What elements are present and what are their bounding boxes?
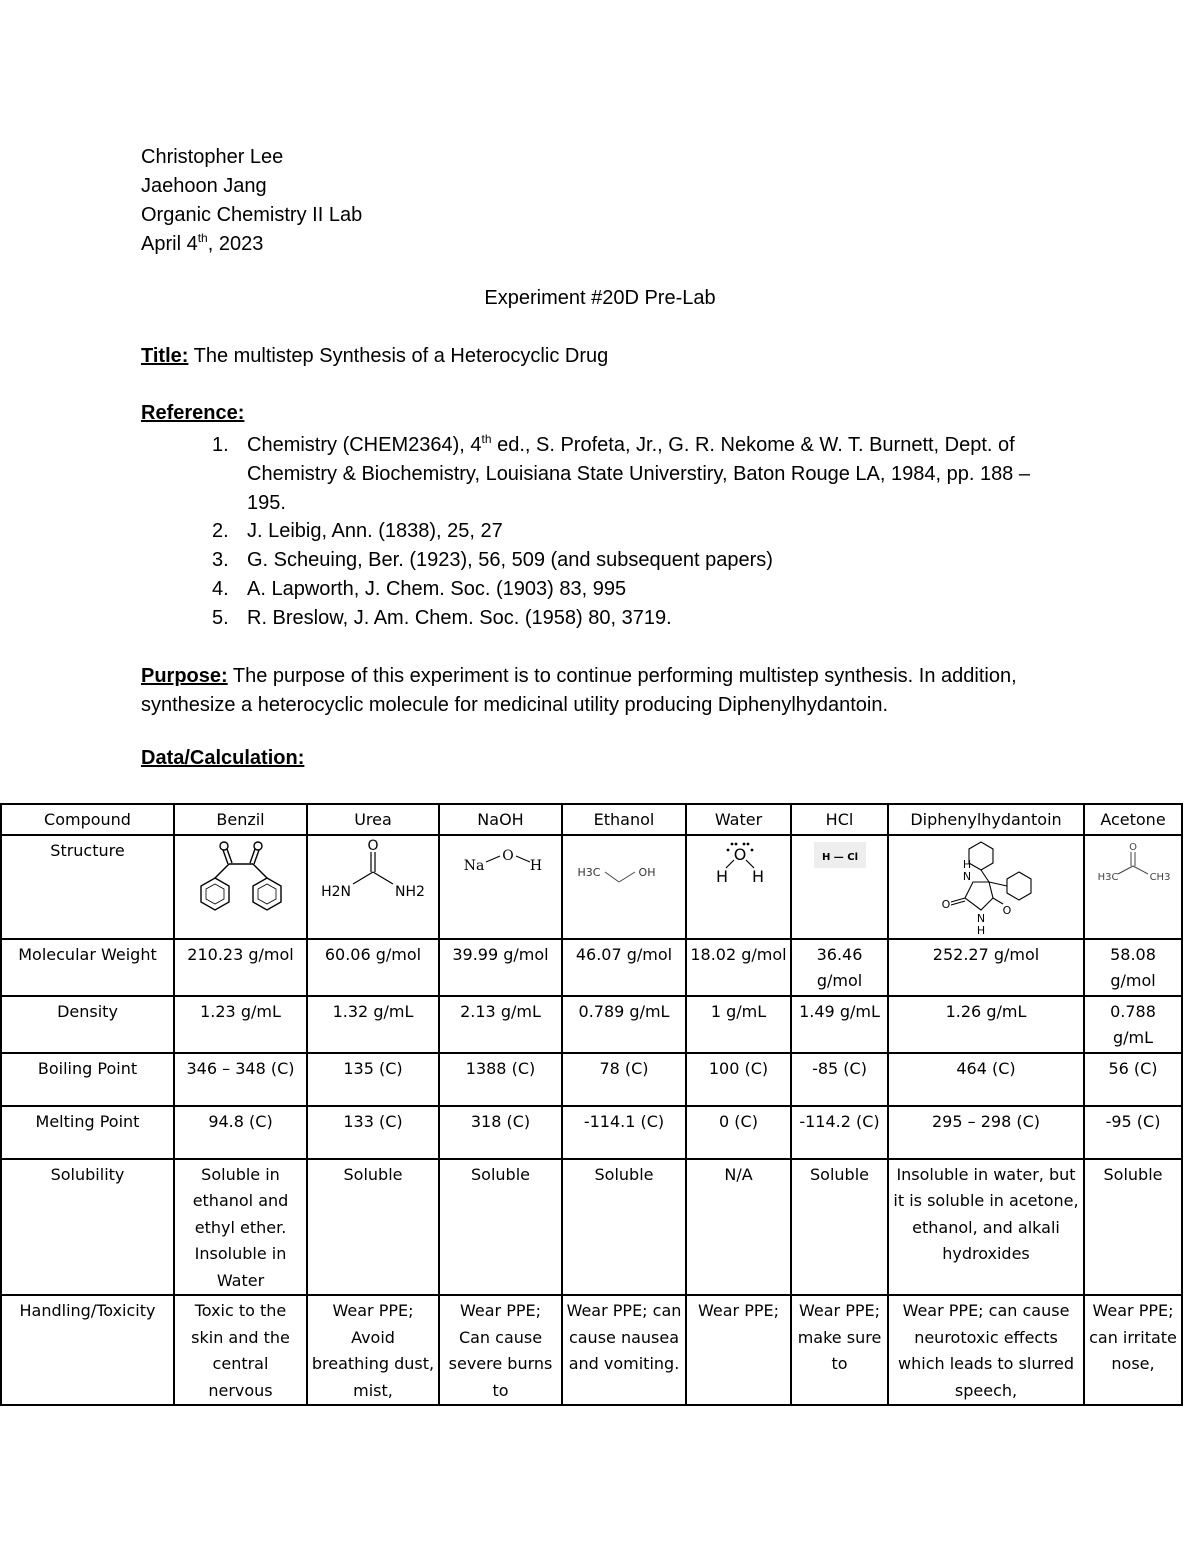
reference-heading: [141, 402, 244, 425]
table-cell: -114.2 (C): [791, 1106, 888, 1159]
benzil-structure-drawing: [181, 838, 301, 930]
acetone-h3c-label: H3C: [1097, 871, 1119, 883]
urea-h2n-label: H2N: [321, 883, 351, 900]
table-cell: 58.08 g/mol: [1084, 939, 1182, 996]
table-cell: 1.23 g/mL: [174, 996, 307, 1053]
reference-text: A. Lapworth, J. Chem. Soc. (1903) 83, 995: [247, 577, 627, 600]
document-header: [141, 143, 362, 259]
author-name: Christopher Lee: [141, 146, 284, 168]
hcl-label: H — Cl: [821, 851, 858, 863]
table-cell: 346 – 348 (C): [174, 1053, 307, 1106]
table-cell: Toxic to the skin and the central nervous: [174, 1295, 307, 1405]
row-label: Structure: [1, 835, 174, 939]
table-cell: 1.26 g/mL: [888, 996, 1084, 1053]
naoh-h-label: H: [529, 857, 542, 874]
urea-structure: [307, 835, 439, 939]
structure-row: [1, 835, 1182, 939]
table-cell: 0.789 g/mL: [562, 996, 686, 1053]
table-cell: 78 (C): [562, 1053, 686, 1106]
table-cell: -95 (C): [1084, 1106, 1182, 1159]
dph-o-left-label: O: [941, 897, 951, 911]
reference-label: Reference:: [141, 402, 245, 424]
purpose-text: The purpose of this experiment is to continue performing multistep synthesis. In addition, synthesize a heterocyclic molecule for medicinal utility producing Diphenylhydantoin.: [141, 665, 1017, 716]
urea-structure-drawing: [313, 838, 433, 908]
acetone-structure-drawing: [1088, 838, 1178, 888]
table-cell: N/A: [686, 1159, 791, 1296]
table-cell: -85 (C): [791, 1053, 888, 1106]
table-row: [1, 1159, 1182, 1296]
column-header: Compound: [1, 804, 174, 835]
reference-text: J. Leibig, Ann. (1838), 25, 27: [247, 520, 503, 543]
column-header: Ethanol: [562, 804, 686, 835]
urea-nh2-label: NH2: [395, 883, 425, 900]
row-label: Melting Point: [1, 1106, 174, 1159]
dph-o-right-label: O: [1002, 903, 1012, 917]
ethanol-oh-label: OH: [638, 865, 656, 879]
table-cell: Soluble: [562, 1159, 686, 1296]
reference-number: 4.: [212, 577, 229, 600]
naoh-structure-drawing: [446, 838, 556, 888]
naoh-structure: [439, 835, 562, 939]
hcl-structure: [791, 835, 888, 939]
water-structure: [686, 835, 791, 939]
reference-number: 2.: [212, 520, 229, 543]
table-cell: 295 – 298 (C): [888, 1106, 1084, 1159]
column-header: Water: [686, 804, 791, 835]
table-cell: Wear PPE;: [686, 1295, 791, 1405]
reference-number: 5.: [212, 606, 229, 629]
table-row: [1, 996, 1182, 1053]
column-header: Urea: [307, 804, 439, 835]
column-header: Diphenylhydantoin: [888, 804, 1084, 835]
column-header: Acetone: [1084, 804, 1182, 835]
table-row: [1, 1053, 1182, 1106]
title-line: [141, 345, 608, 368]
reference-item: [0, 575, 1067, 604]
table-header-row: [1, 804, 1182, 835]
title-text: The multistep Synthesis of a Heterocyclic Drug: [188, 345, 609, 367]
reference-number: 3.: [212, 549, 229, 572]
reference-text-end: ed., S. Profeta, Jr., G. R. Nekome & W. T. Burnett, Dept. of Chemistry & Biochemistry, Louisiana State Universtiry, Baton Rouge LA, 1984, pp. 188 – 195.: [247, 434, 1030, 514]
purpose-paragraph: [141, 662, 1061, 720]
table-cell: Soluble: [439, 1159, 562, 1296]
table-cell: Soluble in ethanol and ethyl ether. Insoluble in Water: [174, 1159, 307, 1296]
diphenylhydantoin-structure-drawing: [911, 838, 1061, 938]
table-row: [1, 1106, 1182, 1159]
reference-sup: th: [481, 432, 492, 446]
acetone-o-label: O: [1129, 841, 1137, 853]
reference-item: [0, 546, 1067, 575]
ethanol-structure-drawing: [569, 838, 679, 898]
table-cell: Wear PPE; Avoid breathing dust, mist,: [307, 1295, 439, 1405]
data-label: Data/Calculation:: [141, 747, 305, 769]
purpose-label: Purpose:: [141, 665, 228, 687]
table-cell: 46.07 g/mol: [562, 939, 686, 996]
table-cell: -114.1 (C): [562, 1106, 686, 1159]
naoh-na-label: Na: [463, 857, 484, 874]
acetone-ch3-label: CH3: [1149, 871, 1171, 883]
table-cell: 252.27 g/mol: [888, 939, 1084, 996]
acetone-structure: [1084, 835, 1182, 939]
ethanol-structure: [562, 835, 686, 939]
table-cell: Soluble: [1084, 1159, 1182, 1296]
urea-o-label: O: [367, 837, 379, 854]
reference-list: [0, 431, 1067, 633]
ethanol-h3c-label: H3C: [577, 865, 601, 879]
row-label: Density: [1, 996, 174, 1053]
table-cell: 36.46 g/mol: [791, 939, 888, 996]
reference-text: R. Breslow, J. Am. Chem. Soc. (1958) 80, 3719.: [247, 606, 672, 629]
table-cell: 135 (C): [307, 1053, 439, 1106]
table-row: [1, 1295, 1182, 1405]
hcl-structure-drawing: [800, 838, 880, 872]
benzil-structure: [174, 835, 307, 939]
date-prefix: April 4: [141, 233, 198, 255]
table-cell: 56 (C): [1084, 1053, 1182, 1106]
water-o-label: O: [733, 844, 746, 864]
table-cell: 1388 (C): [439, 1053, 562, 1106]
row-label: Boiling Point: [1, 1053, 174, 1106]
diphenylhydantoin-structure: [888, 835, 1084, 939]
table-cell: 1.49 g/mL: [791, 996, 888, 1053]
table-cell: 60.06 g/mol: [307, 939, 439, 996]
table-cell: 39.99 g/mol: [439, 939, 562, 996]
reference-item: [0, 604, 1067, 633]
table-cell: 0.788 g/mL: [1084, 996, 1182, 1053]
table-cell: Insoluble in water, but it is soluble in acetone, ethanol, and alkali hydroxides: [888, 1159, 1084, 1296]
row-label: Handling/Toxicity: [1, 1295, 174, 1405]
table-cell: 464 (C): [888, 1053, 1084, 1106]
title-label: Title:: [141, 345, 189, 367]
reference-text: G. Scheuing, Ber. (1923), 56, 509 (and subsequent papers): [247, 549, 773, 572]
table-cell: 210.23 g/mol: [174, 939, 307, 996]
table-row: [1, 939, 1182, 996]
column-header: NaOH: [439, 804, 562, 835]
table-cell: 0 (C): [686, 1106, 791, 1159]
table-cell: 2.13 g/mL: [439, 996, 562, 1053]
table-cell: 94.8 (C): [174, 1106, 307, 1159]
column-header: Benzil: [174, 804, 307, 835]
reference-number: 1.: [212, 434, 229, 456]
table-cell: Soluble: [307, 1159, 439, 1296]
document-date: [141, 230, 362, 259]
data-heading: [141, 747, 304, 770]
dph-n-bottom-label: N: [976, 911, 986, 925]
naoh-o-label: O: [501, 847, 514, 864]
table-cell: 100 (C): [686, 1053, 791, 1106]
dph-h-top-label: H: [962, 857, 972, 871]
table-cell: 1 g/mL: [686, 996, 791, 1053]
table-cell: Soluble: [791, 1159, 888, 1296]
reference-item: [0, 517, 1067, 546]
table-cell: Wear PPE; can cause neurotoxic effects which leads to slurred speech,: [888, 1295, 1084, 1405]
water-h-right-label: H: [751, 866, 764, 886]
water-h-left-label: H: [715, 866, 728, 886]
dph-h-bottom-label: H: [976, 923, 986, 937]
table-cell: Wear PPE; can cause nausea and vomiting.: [562, 1295, 686, 1405]
row-label: Solubility: [1, 1159, 174, 1296]
reference-item: [0, 431, 1067, 517]
date-suffix: , 2023: [207, 233, 264, 255]
course-name: Organic Chemistry II Lab: [141, 204, 363, 226]
table-cell: 1.32 g/mL: [307, 996, 439, 1053]
table-cell: 18.02 g/mol: [686, 939, 791, 996]
date-sup: th: [197, 231, 208, 245]
dph-n-top-label: N: [962, 869, 972, 883]
table-cell: Wear PPE; Can cause severe burns to: [439, 1295, 562, 1405]
column-header: HCl: [791, 804, 888, 835]
water-structure-drawing: [694, 838, 784, 888]
table-cell: Wear PPE; can irritate nose,: [1084, 1295, 1182, 1405]
partner-name: Jaehoon Jang: [141, 175, 267, 197]
reference-text: Chemistry (CHEM2364), 4: [247, 434, 482, 456]
compound-table: [0, 803, 1183, 1406]
table-cell: 133 (C): [307, 1106, 439, 1159]
experiment-heading: Experiment #20D Pre-Lab: [484, 287, 716, 309]
row-label: Molecular Weight: [1, 939, 174, 996]
table-cell: 318 (C): [439, 1106, 562, 1159]
table-cell: Wear PPE; make sure to: [791, 1295, 888, 1405]
